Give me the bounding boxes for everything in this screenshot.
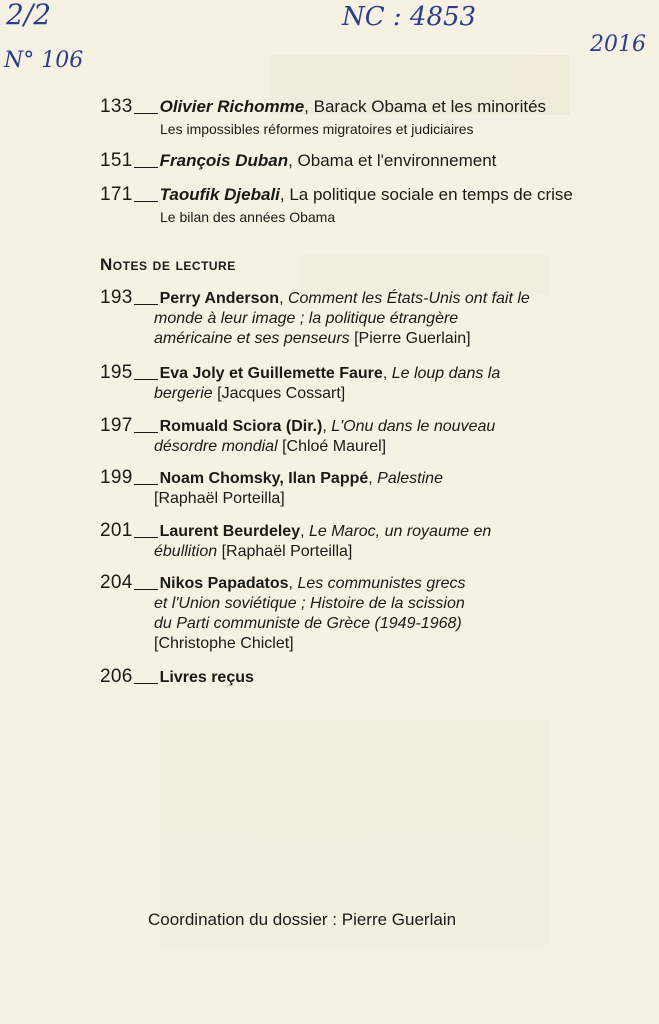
leader-dash (134, 113, 158, 114)
reading-note-entry (100, 521, 491, 562)
contents-entry (100, 184, 573, 225)
note-author: Noam Chomsky, Ilan Pappé (159, 470, 369, 487)
handwritten-issue-number: N° 106 (4, 48, 84, 73)
article-subtitle: Le bilan des années Obama (160, 209, 336, 225)
note-reviewer: , (322, 418, 332, 435)
leader-dash (134, 167, 158, 168)
note-reviewer: , (279, 290, 288, 307)
article-title: , La politique sociale en temps de crise (279, 185, 573, 204)
reading-note-line (154, 437, 495, 457)
reading-note-line (100, 468, 443, 489)
note-author: Nikos Papadatos (159, 575, 289, 592)
page-number: 193 (100, 287, 133, 308)
page-number: 197 (100, 415, 133, 436)
leader-dash (134, 379, 158, 380)
note-author: Laurent Beurdeley (159, 523, 301, 540)
leader-dash (134, 589, 158, 590)
note-reviewer: [Christophe Chiclet] (154, 635, 294, 652)
handwritten-year: 2016 (590, 32, 646, 57)
note-reviewer: , (368, 470, 378, 487)
page-number: 171 (100, 184, 133, 205)
article-author: Olivier Richomme (159, 97, 305, 116)
note-reviewer: [Jacques Cossart] (212, 385, 346, 402)
note-author: Eva Joly et Guillemette Faure (159, 365, 383, 382)
note-book-title: Palestine (377, 470, 443, 487)
handwritten-fraction: 2/2 (6, 0, 52, 31)
page-number: 199 (100, 467, 133, 488)
article-author: François Duban (159, 151, 289, 170)
note-reviewer: [Raphaël Porteilla] (154, 490, 285, 507)
note-reviewer: , (382, 365, 392, 382)
page-number: 195 (100, 362, 133, 383)
reading-note-line (100, 363, 500, 384)
note-book-title: Les communistes grecs (297, 575, 466, 592)
page-number: 206 (100, 666, 133, 687)
leader-dash (134, 484, 158, 485)
leader-dash (134, 537, 158, 538)
reading-note-entry (100, 667, 254, 688)
reading-note-entry (100, 573, 466, 654)
reading-note-line (100, 521, 491, 542)
coordination-line: Coordination du dossier : Pierre Guerlain (148, 910, 457, 929)
reading-note-line (100, 288, 530, 309)
reading-note-line (100, 416, 495, 437)
reading-note-line (154, 489, 443, 509)
contents-entry (100, 96, 546, 137)
reading-note-entry (100, 288, 530, 349)
reading-note-line (154, 594, 466, 614)
contents-entry-line (100, 96, 546, 118)
reading-note-line (154, 329, 530, 349)
page-number: 204 (100, 572, 133, 593)
leader-dash (134, 432, 158, 433)
note-reviewer: , (300, 523, 309, 540)
note-book-title: américaine et ses penseurs (154, 330, 350, 347)
reading-note-line (100, 667, 254, 688)
handwritten-nc-number: NC : 4853 (342, 2, 477, 32)
note-book-title: L'Onu dans le nouveau (331, 418, 496, 435)
reading-note-line (154, 634, 466, 654)
reading-note-line (154, 542, 491, 562)
leader-dash (134, 201, 158, 202)
note-author: Perry Anderson (159, 290, 280, 307)
article-title: , Obama et l'environnement (288, 151, 497, 170)
note-reviewer: [Raphaël Porteilla] (217, 543, 353, 560)
contents-entry (100, 150, 496, 172)
note-book-title: du Parti communiste de Grèce (1949-1968) (154, 615, 462, 632)
note-author: Livres reçus (159, 669, 254, 686)
note-book-title: monde à leur image ; la politique étrangère (154, 310, 459, 327)
article-subtitle: Les impossibles réformes migratoires et judiciaires (160, 121, 474, 137)
note-book-title: bergerie (154, 385, 213, 402)
note-reviewer: [Pierre Guerlain] (349, 330, 471, 347)
reading-note-line (154, 309, 530, 329)
note-book-title: Comment les États-Unis ont fait le (287, 290, 530, 307)
reading-note-entry (100, 468, 443, 509)
leader-dash (134, 304, 158, 305)
note-reviewer: [Chloé Maurel] (277, 438, 387, 455)
note-book-title: et l'Union soviétique ; Histoire de la scission (154, 595, 465, 612)
note-book-title: ébullition (154, 543, 218, 560)
note-book-title: Le loup dans la (391, 365, 501, 382)
article-title: , Barack Obama et les minorités (304, 97, 547, 116)
page-number: 133 (100, 96, 133, 117)
reading-note-line (100, 573, 466, 594)
reading-note-line (154, 384, 500, 404)
page-number: 201 (100, 520, 133, 541)
note-book-title: Le Maroc, un royaume en (308, 523, 492, 540)
contents-entry-line (100, 150, 496, 172)
reading-note-entry (100, 416, 495, 457)
contents-entry-line (100, 184, 573, 206)
notes-heading: Notes de lecture (100, 255, 236, 274)
note-book-title: désordre mondial (154, 438, 278, 455)
reading-note-entry (100, 363, 500, 404)
article-author: Taoufik Djebali (159, 185, 280, 204)
note-reviewer: , (288, 575, 298, 592)
note-author: Romuald Sciora (Dir.) (159, 418, 323, 435)
leader-dash (134, 683, 158, 684)
page-number: 151 (100, 150, 133, 171)
reading-note-line (154, 614, 466, 634)
